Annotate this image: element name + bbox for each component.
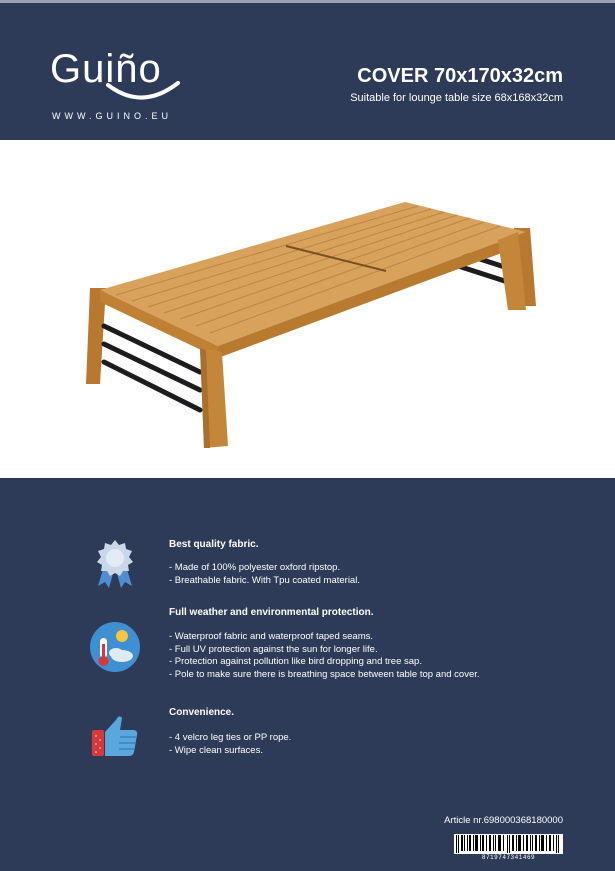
product-title: COVER 70x170x32cm: [357, 65, 563, 87]
brand-logo: Guiño: [50, 47, 162, 91]
lounge-table-illustration: [0, 140, 615, 478]
article-number: Article nr.698000368180000: [444, 815, 563, 826]
barcode-number: 8719747341469: [481, 854, 536, 861]
features-panel: [0, 478, 615, 871]
barcode: [454, 834, 563, 854]
feature-line: - Pole to make sure there is breathing space between table top and cover.: [169, 668, 480, 680]
product-photo: [0, 140, 615, 478]
feature-description: [169, 631, 480, 681]
feature-line: - Made of 100% polyester oxford ripstop.: [169, 562, 341, 573]
feature-line: - 4 velcro leg ties or PP rope.: [169, 732, 292, 743]
feature-description: [169, 562, 360, 587]
feature-title: Full weather and environmental protection.: [169, 607, 374, 618]
feature-title: Best quality fabric.: [169, 539, 259, 550]
feature-line: - Protection against pollution like bird dropping and tree sap.: [169, 656, 422, 667]
weather-thermometer-icon: [88, 620, 142, 674]
brand-url: WWW.GUINO.EU: [52, 111, 172, 121]
product-subtitle: Suitable for lounge table size 68x168x32cm: [350, 92, 563, 104]
feature-description: [169, 732, 291, 757]
feature-line: - Waterproof fabric and waterproof taped seams.: [169, 631, 373, 642]
feature-line: - Breathable fabric. With Tpu coated material.: [169, 574, 360, 586]
feature-line: - Full UV protection against the sun for longer life.: [169, 643, 378, 655]
feature-title: Convenience.: [169, 707, 235, 718]
thumbs-up-icon: [88, 710, 142, 764]
header-banner: [0, 3, 615, 140]
logo-smile-icon: [106, 81, 180, 103]
feature-line: - Wipe clean surfaces.: [169, 744, 263, 756]
award-ribbon-icon: [88, 536, 142, 590]
